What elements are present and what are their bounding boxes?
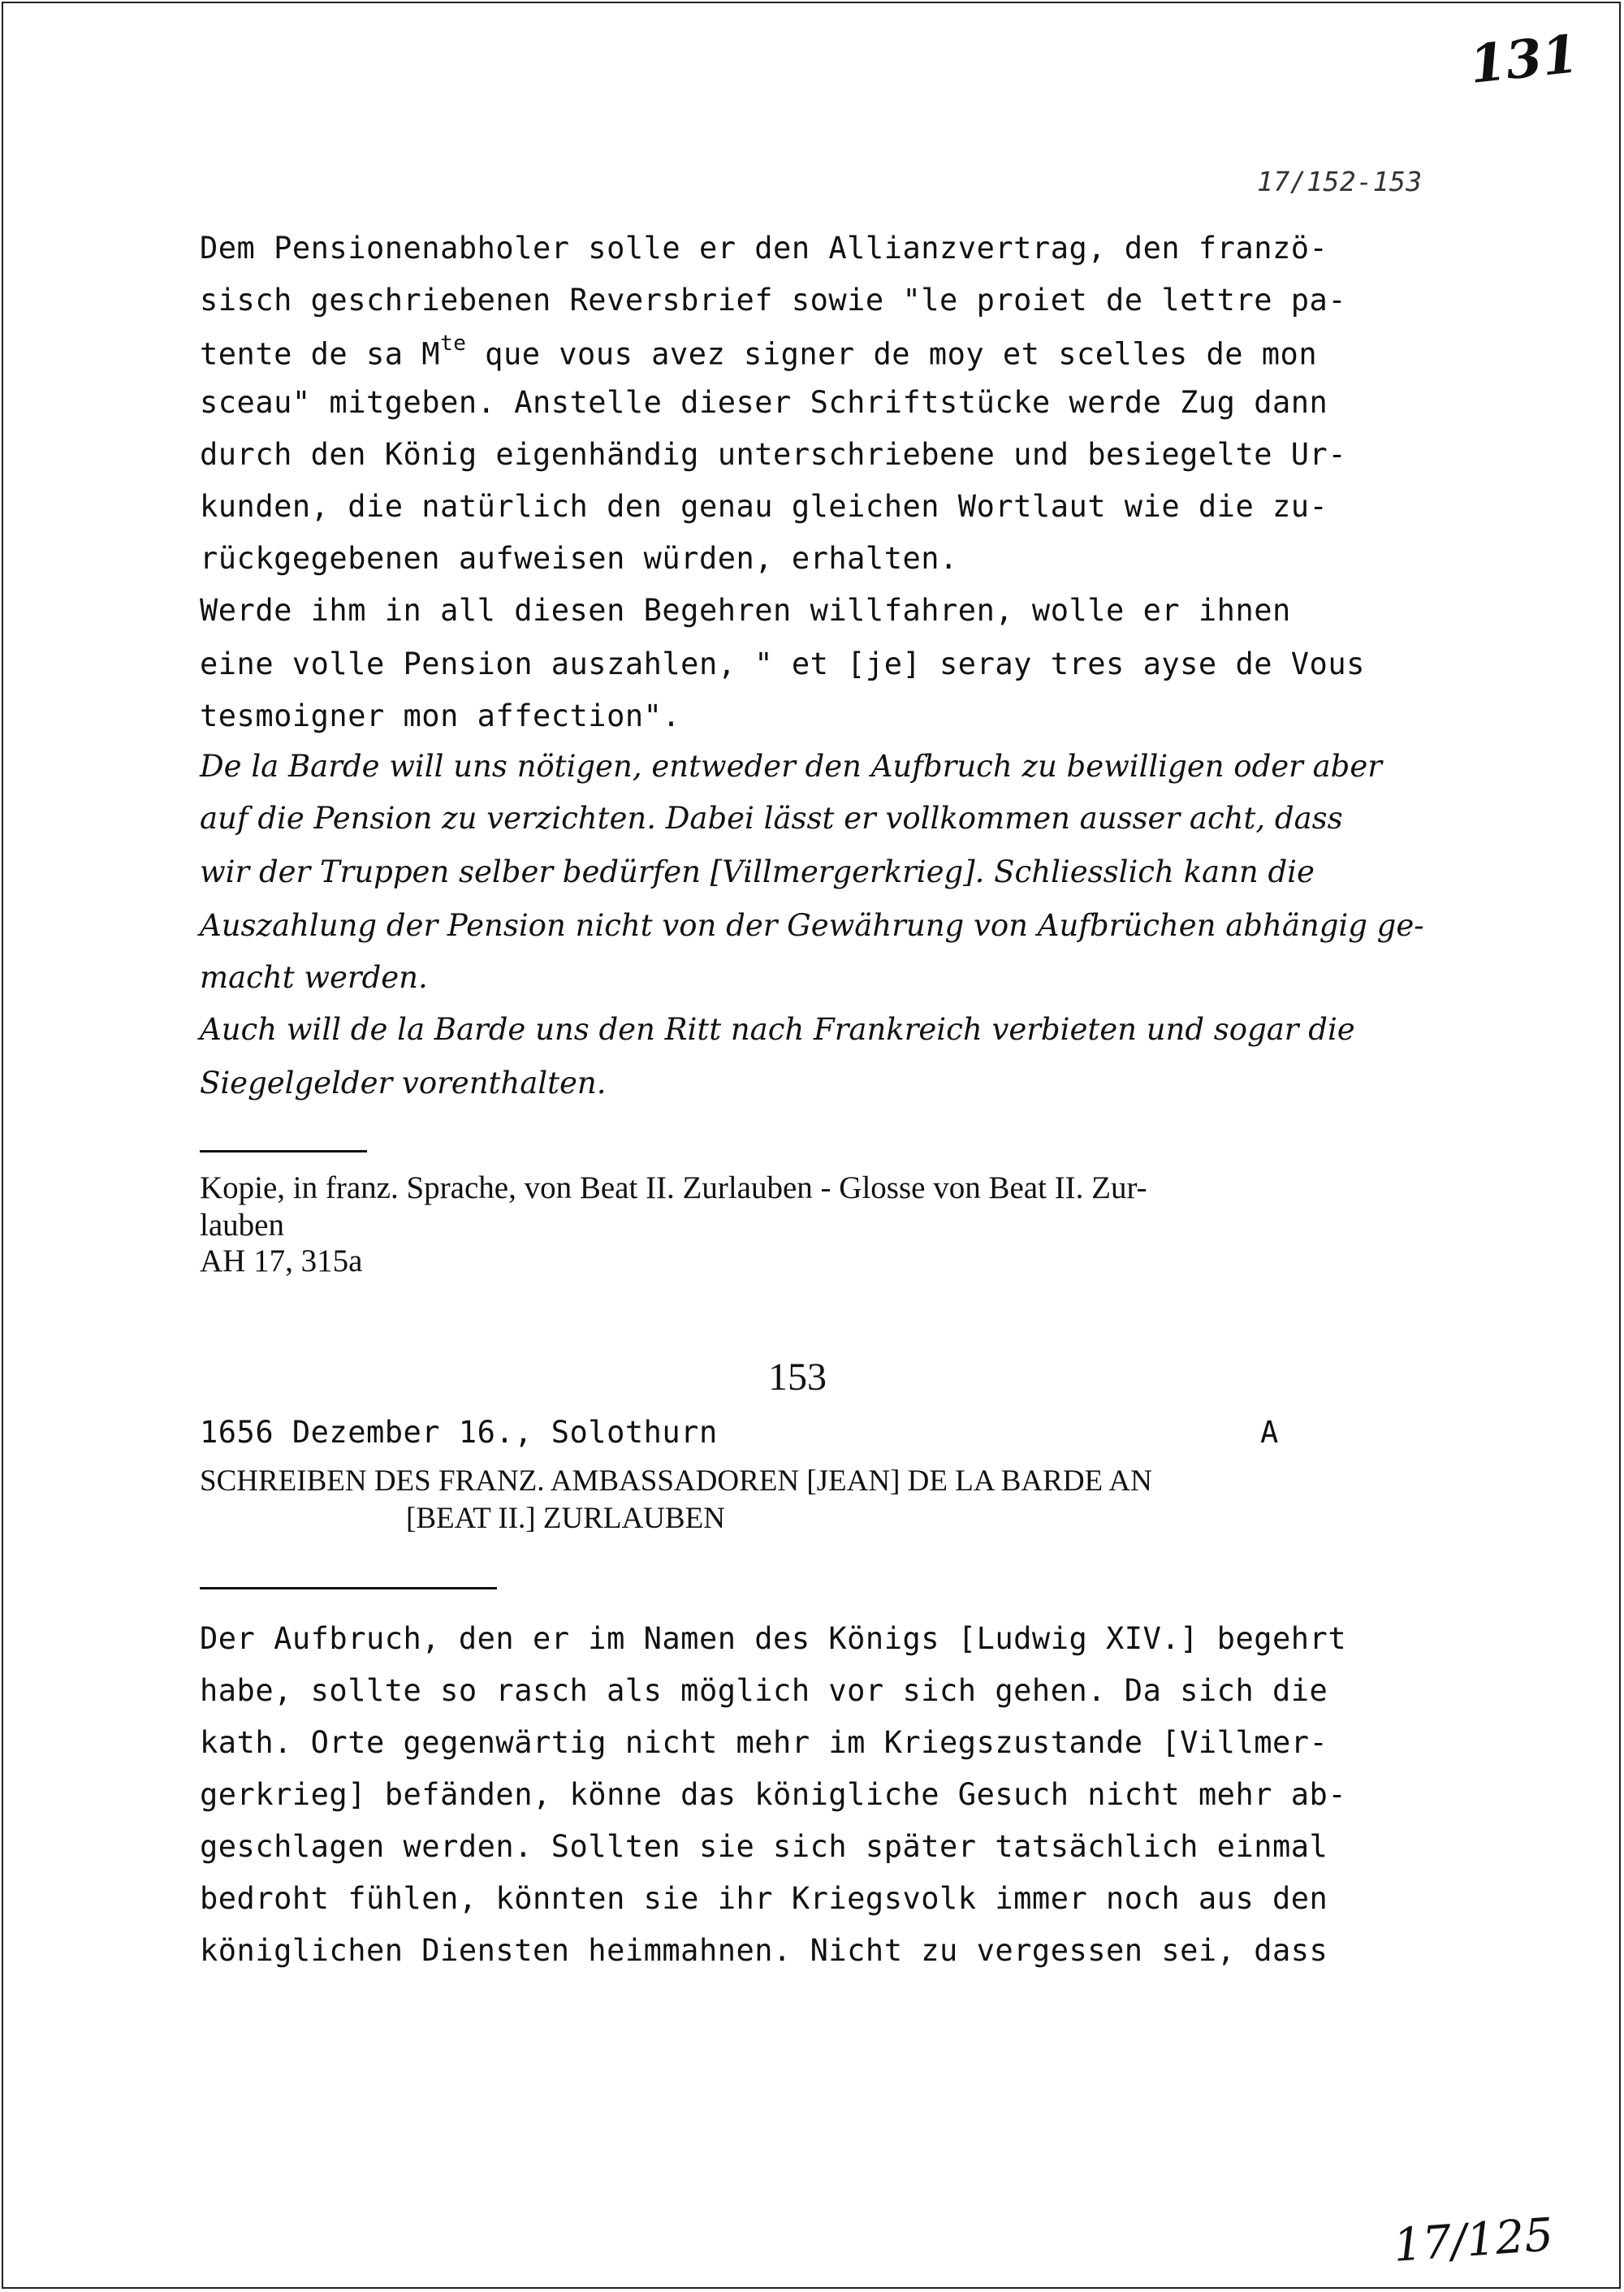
entry-number: 153	[768, 1356, 827, 1399]
text-line: durch den König eigenhändig unterschriebene und besiegelte Ur-	[200, 437, 1347, 472]
text-line: gerkrieg] befänden, könne das königliche Gesuch nicht mehr ab-	[200, 1777, 1347, 1812]
text-line	[200, 331, 1318, 372]
reference-number: 17/152-153	[1257, 166, 1423, 197]
title-line: [BEAT II.] ZURLAUBEN	[406, 1502, 725, 1535]
gloss-line: De la Barde will uns nötigen, entweder den Aufbruch zu bewilligen oder aber	[200, 749, 1382, 784]
gloss-line: macht werden.	[200, 960, 428, 995]
text-line: kath. Orte gegenwärtig nicht mehr im Kriegszustande [Villmer-	[200, 1725, 1328, 1760]
text-line: Der Aufbruch, den er im Namen des Königs [Ludwig XIV.] begehrt	[200, 1621, 1347, 1656]
document-type-marker: A	[1260, 1415, 1279, 1450]
text-line: bedroht fühlen, könnten sie ihr Kriegsvolk immer noch aus den	[200, 1881, 1328, 1916]
title-rule	[200, 1587, 497, 1589]
handwritten-archive-number: 17/125	[1391, 2208, 1556, 2273]
text-line: Dem Pensionenabholer solle er den Allianzvertrag, den franzö-	[200, 231, 1328, 266]
text-fragment: que vous avez signer de moy et scelles de mon	[466, 336, 1318, 372]
source-rule	[200, 1150, 367, 1152]
text-line: habe, sollte so rasch als möglich vor sich gehen. Da sich die	[200, 1673, 1328, 1708]
gloss-line: Auszahlung der Pension nicht von der Gewährung von Aufbrüchen abhängig ge-	[200, 908, 1424, 943]
text-line: königlichen Diensten heimmahnen. Nicht zu vergessen sei, dass	[200, 1933, 1328, 1968]
text-line: geschlagen werden. Sollten sie sich später tatsächlich einmal	[200, 1829, 1328, 1864]
source-line: AH 17, 315a	[200, 1243, 363, 1278]
text-fragment: tente de sa M	[200, 336, 441, 372]
text-line: sisch geschriebenen Reversbrief sowie "le proiet de lettre pa-	[200, 283, 1347, 318]
handwritten-page-number: 131	[1466, 24, 1582, 96]
gloss-line: wir der Truppen selber bedürfen [Villmergerkrieg]. Schliesslich kann die	[200, 854, 1315, 889]
text-line: Werde ihm in all diesen Begehren willfahren, wolle er ihnen	[200, 593, 1291, 628]
text-line: eine volle Pension auszahlen, " et [je] seray tres ayse de Vous	[200, 647, 1365, 681]
date-place: 1656 Dezember 16., Solothurn	[200, 1415, 718, 1450]
text-line: sceau" mitgeben. Anstelle dieser Schriftstücke werde Zug dann	[200, 385, 1328, 420]
text-line: rückgegebenen aufweisen würden, erhalten.	[200, 541, 958, 576]
gloss-line: Auch will de la Barde uns den Ritt nach Frankreich verbieten und sogar die	[200, 1012, 1355, 1047]
source-line: Kopie, in franz. Sprache, von Beat II. Zurlauben - Glosse von Beat II. Zur-	[200, 1170, 1147, 1205]
text-line: tesmoigner mon affection".	[200, 698, 681, 733]
superscript: te	[440, 331, 467, 356]
title-line: SCHREIBEN DES FRANZ. AMBASSADOREN [JEAN] DE LA BARDE AN	[200, 1464, 1152, 1498]
gloss-line: Siegelgelder vorenthalten.	[200, 1066, 607, 1101]
text-line: kunden, die natürlich den genau gleichen Wortlaut wie die zu-	[200, 489, 1328, 524]
source-line: lauben	[200, 1208, 284, 1243]
gloss-line: auf die Pension zu verzichten. Dabei lässt er vollkommen ausser acht, dass	[200, 801, 1343, 836]
